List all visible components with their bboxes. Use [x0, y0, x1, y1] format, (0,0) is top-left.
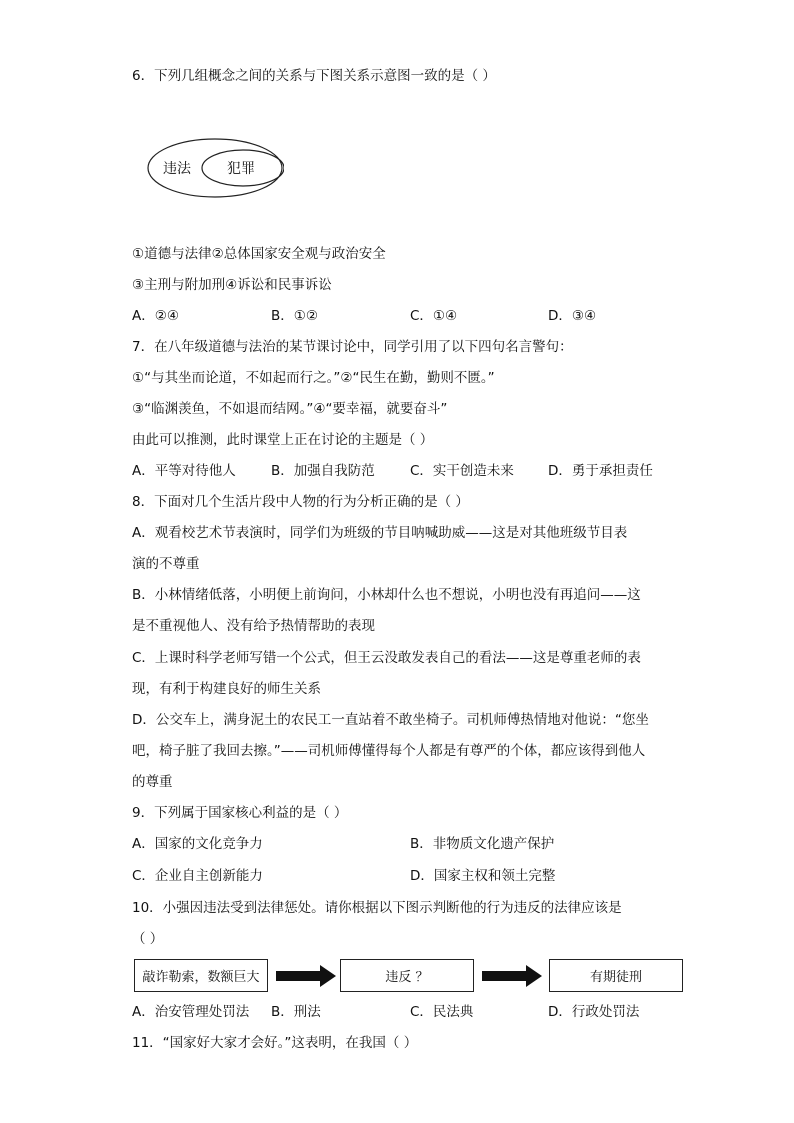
q7-quote-line-2: ③“临渊羡鱼，不如退而结网。”④“要幸福，就要奋斗”: [132, 401, 448, 417]
q10-stem: 10．小强因违法受到法律惩处。请你根据以下图示判断他的行为违反的法律应该是: [132, 900, 622, 916]
q6-stem: 6．下列几组概念之间的关系与下图关系示意图一致的是（ ）: [132, 68, 496, 84]
q10-option-b[interactable]: B．刑法: [271, 1004, 321, 1020]
q10-flow-box-behavior: 敲诈勒索，数额巨大: [134, 959, 268, 992]
q11-stem: 11．“国家好大家才会好。”这表明，在我国（ ）: [132, 1035, 418, 1051]
q7-option-c[interactable]: C．实干创造未来: [410, 463, 514, 479]
q6-items-line-1: ①道德与法律②总体国家安全观与政治安全: [132, 246, 386, 262]
q6-outer-label: 违法: [163, 161, 191, 177]
q10-flow-box-violation: 违反 ？: [340, 959, 474, 992]
q8-option-b-line-2[interactable]: 是不重视他人、没有给予热情帮助的表现: [132, 618, 375, 634]
q7-option-b[interactable]: B．加强自我防范: [271, 463, 375, 479]
q6-option-b[interactable]: B．①②: [271, 308, 318, 324]
q8-option-d-line-1[interactable]: D．公交车上，满身泥土的农民工一直站着不敢坐椅子。司机师傅热情地对他说：“您坐: [132, 712, 649, 728]
q8-option-a-line-1[interactable]: A．观看校艺术节表演时，同学们为班级的节目呐喊助威——这是对其他班级节目表: [132, 525, 628, 541]
q10-flow-arrow-1: [276, 965, 336, 987]
q7-stem: 7．在八年级道德与法治的某节课讨论中，同学引用了以下四句名言警句：: [132, 339, 573, 355]
q8-stem: 8．下面对几个生活片段中人物的行为分析正确的是（ ）: [132, 494, 469, 510]
q6-inner-label: 犯罪: [227, 161, 255, 177]
q6-option-c[interactable]: C．①④: [410, 308, 458, 324]
q8-option-b-line-1[interactable]: B．小林情绪低落，小明便上前询问，小林却什么也不想说，小明也没有再追问——这: [132, 587, 641, 603]
q6-venn-diagram: [146, 137, 284, 199]
q9-option-a[interactable]: A．国家的文化竞争力: [132, 836, 263, 852]
q10-stem-continuation: （ ）: [132, 931, 164, 947]
q10-option-a[interactable]: A．治安管理处罚法: [132, 1004, 250, 1020]
q8-option-d-line-2[interactable]: 吧，椅子脏了我回去擦。”——司机师傅懂得每个人都是有尊严的个体，都应该得到他人: [132, 743, 646, 759]
q8-option-c-line-1[interactable]: C．上课时科学老师写错一个公式，但王云没敢发表自己的看法——这是尊重老师的表: [132, 650, 641, 666]
q9-option-c[interactable]: C．企业自主创新能力: [132, 868, 263, 884]
q7-question: 由此可以推测，此时课堂上正在讨论的主题是（ ）: [132, 432, 434, 448]
q9-option-d[interactable]: D．国家主权和领土完整: [410, 868, 556, 884]
q9-stem: 9．下列属于国家核心利益的是（ ）: [132, 805, 348, 821]
q7-quote-line-1: ①“与其坐而论道，不如起而行之。”②“民生在勤，勤则不匮。”: [132, 370, 495, 386]
q8-option-c-line-2[interactable]: 现，有利于构建良好的师生关系: [132, 681, 321, 697]
q8-option-d-line-3[interactable]: 的尊重: [132, 774, 173, 790]
q10-option-c[interactable]: C．民法典: [410, 1004, 474, 1020]
q7-option-d[interactable]: D．勇于承担责任: [548, 463, 653, 479]
q10-flow-box-penalty: 有期徒刑: [549, 959, 683, 992]
q8-option-a-line-2[interactable]: 演的不尊重: [132, 556, 200, 572]
q10-flow-arrow-2: [482, 965, 542, 987]
q7-option-a[interactable]: A．平等对待他人: [132, 463, 236, 479]
q6-option-d[interactable]: D．③④: [548, 308, 597, 324]
q9-option-b[interactable]: B．非物质文化遗产保护: [410, 836, 555, 852]
q10-option-d[interactable]: D．行政处罚法: [548, 1004, 640, 1020]
q6-items-line-2: ③主刑与附加刑④诉讼和民事诉讼: [132, 277, 332, 293]
q6-option-a[interactable]: A．②④: [132, 308, 179, 324]
